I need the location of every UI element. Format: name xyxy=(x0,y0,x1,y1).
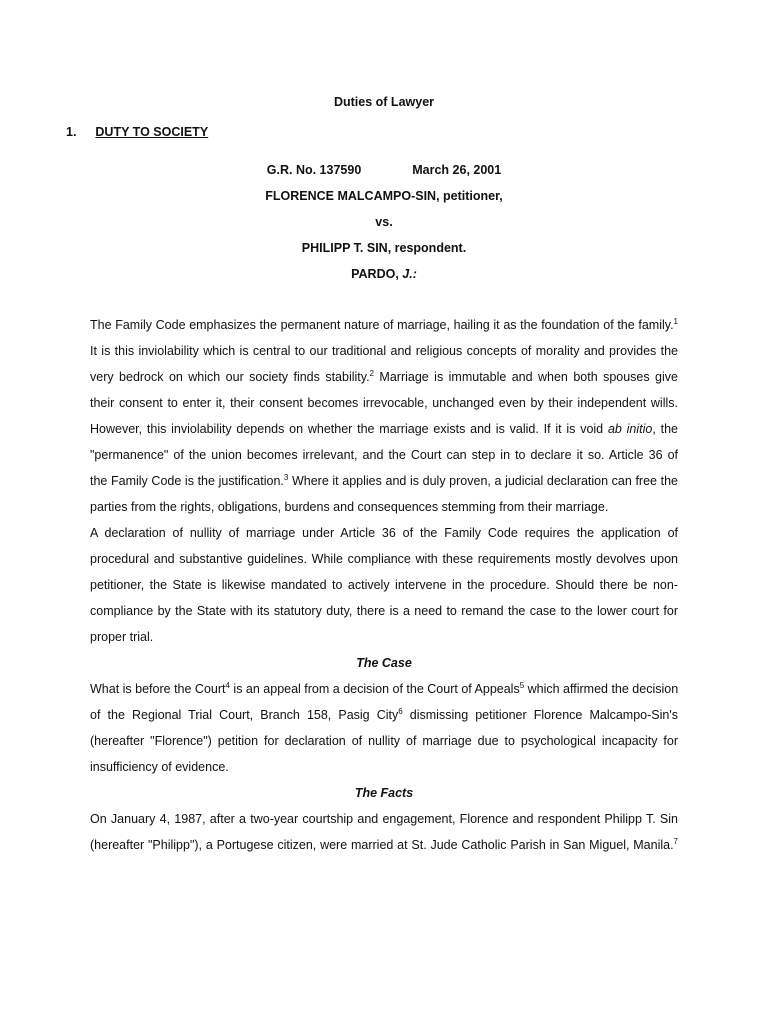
text-span: The Family Code emphasizes the permanent nature of marriage, hailing it as the foundation of the family. xyxy=(90,318,674,332)
footnote-ref: 7 xyxy=(673,836,678,846)
footnote-ref: 5 xyxy=(519,680,525,690)
paragraph-4-line-1: On January 4, 1987, after a two-year courtship and engagement, Florence and respondent Philipp T. Sin xyxy=(90,812,678,826)
paragraph-1-line-8: parties from the rights, obligations, burdens and consequences stemming from their marriage. xyxy=(90,500,609,514)
paragraph-1-line-7 xyxy=(90,473,678,489)
section-heading-case: The Case xyxy=(356,656,412,670)
paragraph-2-line-4: compliance by the State with its statutory duty, there is a need to remand the case to the lower court for xyxy=(90,604,678,618)
footnote-ref: 1 xyxy=(673,316,678,326)
text-span: is an appeal from a decision of the Court of Appeals xyxy=(229,682,520,696)
paragraph-2-line-1: A declaration of nullity of marriage under Article 36 of the Family Code requires the application of xyxy=(90,526,678,540)
paragraph-3-line-2 xyxy=(90,707,678,723)
text-span: Where it applies and is duly proven, a judicial declaration can free the xyxy=(288,474,678,488)
case-date: March 26, 2001 xyxy=(412,163,502,177)
paragraph-1-line-5 xyxy=(90,421,678,437)
text-span: (hereafter "Philipp"), a Portugese citizen, were married at St. Jude Catholic Parish in San Miguel, Manila. xyxy=(90,838,674,852)
paragraph-1-line-2: It is this inviolability which is central to our traditional and religious concepts of morality and provides the xyxy=(90,344,678,358)
italic-text: ab initio xyxy=(607,422,653,436)
paragraph-1-line-3 xyxy=(90,369,678,385)
text-span: the Family Code is the justification. xyxy=(90,474,284,488)
case-respondent: PHILIPP T. SIN, respondent. xyxy=(301,241,467,255)
case-petitioner: FLORENCE MALCAMPO-SIN, petitioner, xyxy=(265,189,503,203)
text-span: of the Regional Trial Court, Branch 158, Pasig City xyxy=(90,708,399,722)
paragraph-3-line-3: (hereafter "Florence") petition for declaration of nullity of marriage due to psychological incapacity for xyxy=(90,734,678,748)
paragraph-4-line-2 xyxy=(90,837,678,853)
case-justice-name: PARDO, xyxy=(351,267,399,281)
paragraph-1-line-1 xyxy=(90,317,678,333)
section-title: DUTY TO SOCIETY xyxy=(95,125,209,139)
section-heading xyxy=(66,124,208,140)
section-number: 1. xyxy=(66,125,77,139)
case-justice xyxy=(0,266,768,282)
paragraph-1-line-4: their consent to enter it, their consent becomes irrevocable, unchanged even by their independent wills. xyxy=(90,396,678,410)
document-title: Duties of Lawyer xyxy=(333,95,435,109)
text-span: which affirmed the decision xyxy=(524,682,679,696)
text-span: Marriage is immutable and when both spouses give xyxy=(374,370,678,384)
footnote-ref: 4 xyxy=(225,680,230,690)
paragraph-2-line-2: procedural and substantive guidelines. While compliance with these requirements mostly devolves upon xyxy=(90,552,678,566)
case-citation xyxy=(0,162,768,178)
text-span: dismissing petitioner Florence Malcampo-Sin's xyxy=(402,708,678,722)
paragraph-2-line-3: petitioner, the State is likewise mandated to actively intervene in the procedure. Should there be non- xyxy=(90,578,678,592)
footnote-ref: 2 xyxy=(369,368,374,378)
text-span: What is before the Court xyxy=(90,682,226,696)
case-gr-number: G.R. No. 137590 xyxy=(266,163,362,177)
section-heading-facts: The Facts xyxy=(354,786,414,800)
paragraph-2-line-5: proper trial. xyxy=(90,630,154,644)
paragraph-1-line-6: "permanence" of the union becomes irrelevant, and the Court can step in to declare it so. Article 36 of xyxy=(90,448,678,462)
footnote-ref: 6 xyxy=(398,706,403,716)
text-span: very bedrock on which our society finds stability. xyxy=(90,370,370,384)
text-span: , the xyxy=(652,422,679,436)
case-justice-suffix: J.: xyxy=(402,267,417,281)
text-span: However, this inviolability depends on whether the marriage exists and is valid. If it is void xyxy=(90,422,608,436)
case-versus: vs. xyxy=(375,215,393,229)
paragraph-3-line-1 xyxy=(90,681,678,697)
paragraph-3-line-4: insufficiency of evidence. xyxy=(90,760,229,774)
footnote-ref: 3 xyxy=(283,472,289,482)
